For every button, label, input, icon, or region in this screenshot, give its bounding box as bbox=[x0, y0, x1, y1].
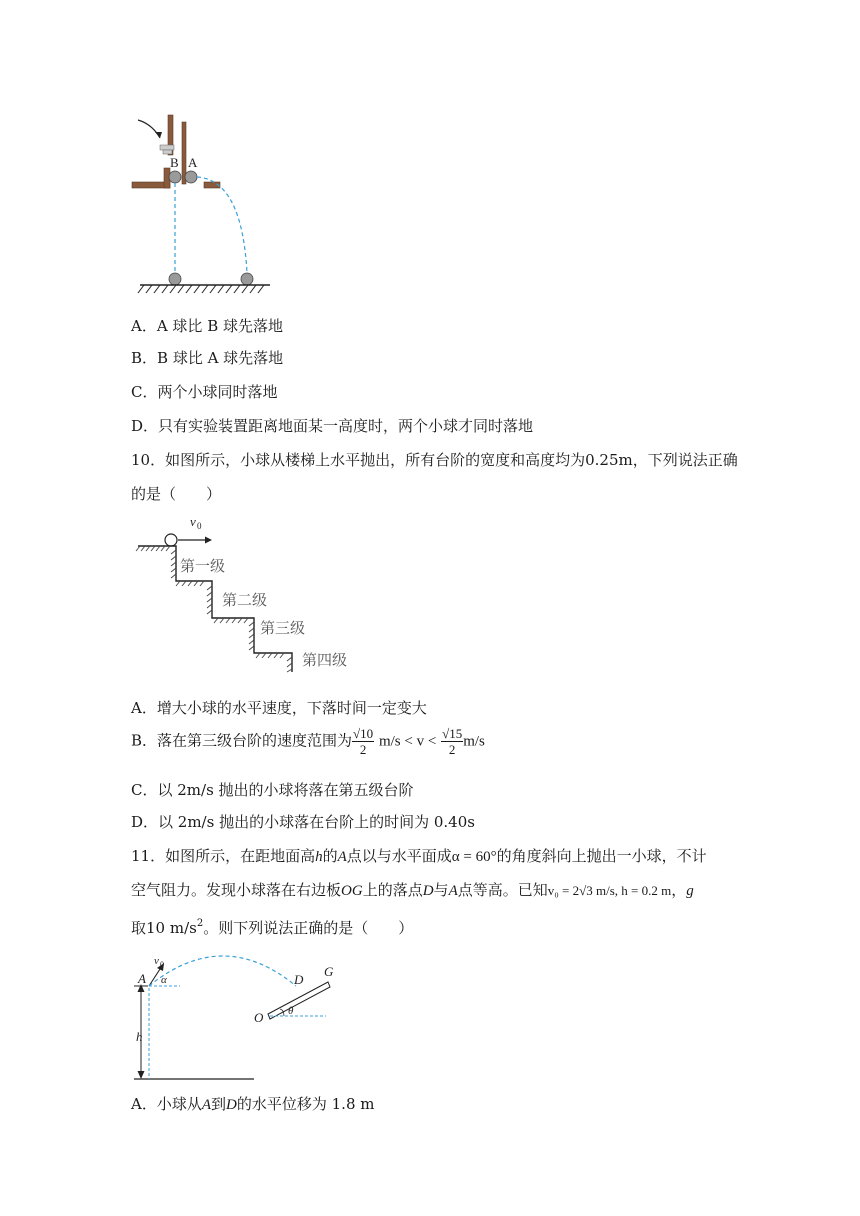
q11-text-2d: 点等高。已知 bbox=[457, 881, 548, 899]
q11-opt-a-var-d: D bbox=[226, 1097, 237, 1113]
q11-var-a-2: A bbox=[448, 883, 458, 899]
q11-stem-line3 bbox=[131, 914, 413, 938]
q10-option-d: D．以 2m/s 抛出的小球落在台阶上的时间为 0.40s bbox=[131, 813, 475, 831]
fraction-2 bbox=[441, 726, 463, 757]
figure-staircase bbox=[130, 512, 370, 682]
q10-option-b bbox=[131, 726, 485, 757]
q10-stem-line2: 的是（ ） bbox=[131, 485, 222, 503]
q11-text-3a: 取10 m/s bbox=[131, 919, 197, 937]
incline-alpha-label: α bbox=[161, 974, 167, 986]
q11-text-3b: 。则下列说法正确的是（ ） bbox=[203, 919, 414, 937]
figure-ball-drop-apparatus bbox=[130, 110, 275, 300]
incline-theta-label: θ bbox=[288, 1005, 294, 1017]
incline-o-label: O bbox=[254, 1010, 264, 1025]
label-ball-a: A bbox=[188, 155, 198, 170]
q11-stem-line2 bbox=[131, 880, 694, 901]
q11-var-d: D bbox=[422, 883, 434, 899]
incline-d-label: D bbox=[294, 972, 304, 987]
staircase-v0-label: v bbox=[190, 514, 196, 529]
q11-text-2a: 空气阻力。发现小球落在右边板 bbox=[131, 881, 342, 899]
figure-projectile-incline bbox=[128, 946, 348, 1086]
step-label-4: 第四级 bbox=[302, 651, 348, 669]
q11-text-1c: 点以与水平面成 bbox=[346, 847, 452, 865]
q11-known-values: v₀ = 2√3 m/s, h = 0.2 m bbox=[547, 883, 672, 898]
fraction-1-num: √10 bbox=[353, 726, 374, 741]
incline-g-label: G bbox=[324, 964, 334, 979]
q10-option-b-prefix: B．落在第三级台阶的速度范围为 bbox=[131, 731, 353, 750]
fraction-1 bbox=[352, 726, 374, 757]
q11-text-3-sup: 2 bbox=[196, 918, 204, 929]
fraction-2-den: 2 bbox=[448, 742, 456, 757]
q11-var-g: g bbox=[686, 883, 694, 899]
q11-var-og: OG bbox=[341, 883, 363, 899]
q9-option-b: B．B 球比 A 球先落地 bbox=[131, 349, 284, 367]
q11-option-a bbox=[131, 1094, 375, 1115]
fraction-2-num: √15 bbox=[442, 726, 463, 741]
q11-text-2c: 与 bbox=[433, 881, 449, 899]
q10-option-b-mid: m/s < v < bbox=[378, 733, 437, 750]
incline-h-label: h bbox=[136, 1029, 143, 1044]
q11-text-2b: 上的落点 bbox=[362, 881, 423, 899]
q11-var-h: h bbox=[315, 849, 323, 865]
step-label-3: 第三级 bbox=[260, 619, 306, 637]
q11-opt-a-2: 到 bbox=[211, 1095, 227, 1113]
q9-option-a: A．A 球比 B 球先落地 bbox=[131, 317, 283, 335]
q11-var-a: A bbox=[337, 849, 347, 865]
label-ball-b: B bbox=[170, 155, 179, 170]
q9-option-d: D．只有实验装置距离地面某一高度时，两个小球才同时落地 bbox=[131, 417, 534, 435]
q11-text-1a: 11．如图所示，在距地面高 bbox=[131, 847, 316, 865]
fraction-1-den: 2 bbox=[359, 742, 367, 757]
q10-option-b-unit: m/s bbox=[463, 733, 485, 750]
q11-opt-a-var-a: A bbox=[201, 1097, 212, 1113]
q11-text-1b: 的 bbox=[322, 847, 338, 865]
incline-v0-label: v bbox=[154, 955, 159, 967]
q11-opt-a-3: 的水平位移为 1.8 m bbox=[236, 1095, 375, 1113]
q11-text-2e: ， bbox=[671, 881, 687, 899]
q10-option-a: A．增大小球的水平速度，下落时间一定变大 bbox=[131, 699, 427, 717]
q11-opt-a-1: A．小球从 bbox=[131, 1095, 202, 1113]
q11-stem-line1 bbox=[131, 846, 707, 867]
q11-text-1d: 的角度斜向上抛出一小球，不计 bbox=[496, 847, 707, 865]
staircase-v0-sub: 0 bbox=[197, 521, 202, 531]
q10-option-c: C．以 2m/s 抛出的小球将落在第五级台阶 bbox=[131, 781, 414, 799]
q10-stem-line1: 10．如图所示，小球从楼梯上水平抛出，所有台阶的宽度和高度均为0.25m，下列说法正确 bbox=[131, 451, 738, 469]
step-label-2: 第二级 bbox=[222, 591, 268, 609]
q9-option-c: C．两个小球同时落地 bbox=[131, 383, 278, 401]
q11-alpha-eq: α = 60° bbox=[451, 849, 497, 865]
step-label-1: 第一级 bbox=[180, 557, 226, 575]
incline-v0-sub: 0 bbox=[160, 960, 164, 969]
incline-a-label: A bbox=[138, 971, 146, 986]
